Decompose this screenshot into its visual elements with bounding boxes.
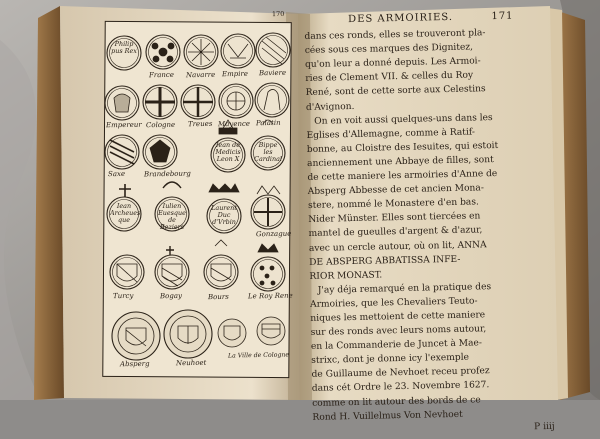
plate-label-palatin: Palatin xyxy=(255,118,281,128)
text-line: René, sont de cette sorte aux Celestins xyxy=(305,84,486,99)
right-page-text xyxy=(304,9,560,432)
plate-label-bogay: Bogay xyxy=(159,291,183,301)
text-line: Nider Münster. Elles sont tiercées en xyxy=(308,211,481,226)
plate-label-brandebourg: Brandebourg xyxy=(143,169,191,179)
text-line: comme on lit autour des bords de ce xyxy=(312,394,481,409)
text-line: DE ABSPERG ABBATISSA INFE- xyxy=(309,254,461,268)
coin-inscription-philippus: Philip pus Rex xyxy=(111,40,137,55)
coin-inscription-cardinal: Bippe les Cardinal xyxy=(254,141,282,163)
running-head-title: DES ARMOIRIES. xyxy=(348,11,454,26)
text-line: anciennement une Abbaye de filles, sont xyxy=(307,154,494,169)
plate-label-baviere: Baviere xyxy=(258,68,287,78)
text-line: avec un cercle autour, où on lit, ANNA xyxy=(308,239,487,254)
text-line: cées sous ces marques des Dignitez, xyxy=(304,42,474,57)
text-line: de cette maniere les armoiries d'Anne de xyxy=(307,169,498,183)
plate-label-france: France xyxy=(148,70,175,80)
plate-label-gonzague: Gonzague xyxy=(255,229,292,239)
plate-label-cologne: Cologne xyxy=(145,120,176,130)
text-line: mantel de gueulles d'argent & d'azur, xyxy=(308,225,483,240)
plate-label-navarre: Navarre xyxy=(185,70,216,80)
plate-label-empereur: Empereur xyxy=(105,120,142,130)
text-line: de Guillaume de Nevhoet receu profez xyxy=(311,366,490,381)
plate-label-ville-de-cologne: La Ville de Cologne xyxy=(227,351,290,360)
coin-inscription-beziers: Iulien Euesque de Beziers xyxy=(158,202,186,231)
text-line: stere, nommé le Monastere d'en bas. xyxy=(307,197,479,212)
text-line: J'ay déja remarqué en la pratique des xyxy=(317,281,492,296)
coin-inscription-leon-x: Iean de Medicis Leon X xyxy=(215,141,241,163)
text-line: d'Avignon. xyxy=(305,101,355,113)
plate-label-treves: Treues xyxy=(187,119,213,129)
plate-label-empire: Empire xyxy=(221,69,249,79)
coin-inscription-urbin: Laurent Duc d'Vrbin xyxy=(211,204,237,226)
running-head xyxy=(348,9,552,27)
text-line: bonne, au Cloistre des Iesuites, qui estoit xyxy=(306,140,499,155)
plate-label-roy-rene: Le Roy Rene xyxy=(247,291,293,301)
text-line: Absperg Abbesse de cet ancien Mona- xyxy=(307,183,484,198)
plate-label-saxe: Saxe xyxy=(107,169,126,179)
page-number: 171 xyxy=(491,10,514,23)
text-line: ries de Clement VII. & celles du Roy xyxy=(305,70,474,85)
text-line: dans cét Ordre le 23. Novembre 1627. xyxy=(311,380,490,395)
text-line: Rond H. Vuillelmus Von Nevhoet xyxy=(312,409,463,423)
text-line: qu'on leur a donné depuis. Les Armoi- xyxy=(304,56,481,71)
plate-label-turcy: Turcy xyxy=(112,291,134,301)
text-line: niques les mettoient de cette maniere xyxy=(310,310,486,324)
plate-label-absperg: Absperg xyxy=(119,359,150,369)
plate-label-mayence: Mayence xyxy=(217,119,251,129)
text-line: en la Commanderie de Juncet à Mae- xyxy=(310,338,483,353)
text-line: dans ces ronds, elles se trouveront pla- xyxy=(304,28,486,43)
coin-inscription-archevesque: Iean Archeues que xyxy=(110,202,141,224)
text-line: RIOR MONAST. xyxy=(309,270,383,282)
text-line: sur des ronds avec leurs noms autour, xyxy=(310,324,487,338)
plate-page-number: 170 xyxy=(271,9,285,19)
text-line: strixc, dont je donne icy l'exemple xyxy=(311,352,470,367)
book-fore-edge-left xyxy=(34,6,64,400)
plate-label-bours: Bours xyxy=(207,292,229,302)
text-line: Armoiries, que les Chevaliers Teuto- xyxy=(309,296,478,310)
text-line: On en voit aussi quelques-uns dans les xyxy=(314,112,493,127)
plate-label-neuhoet: Neuhoet xyxy=(175,358,207,368)
text-line: Eglises d'Allemagne, comme à Ratif- xyxy=(306,127,476,141)
signature-mark: P iiij xyxy=(534,421,555,432)
